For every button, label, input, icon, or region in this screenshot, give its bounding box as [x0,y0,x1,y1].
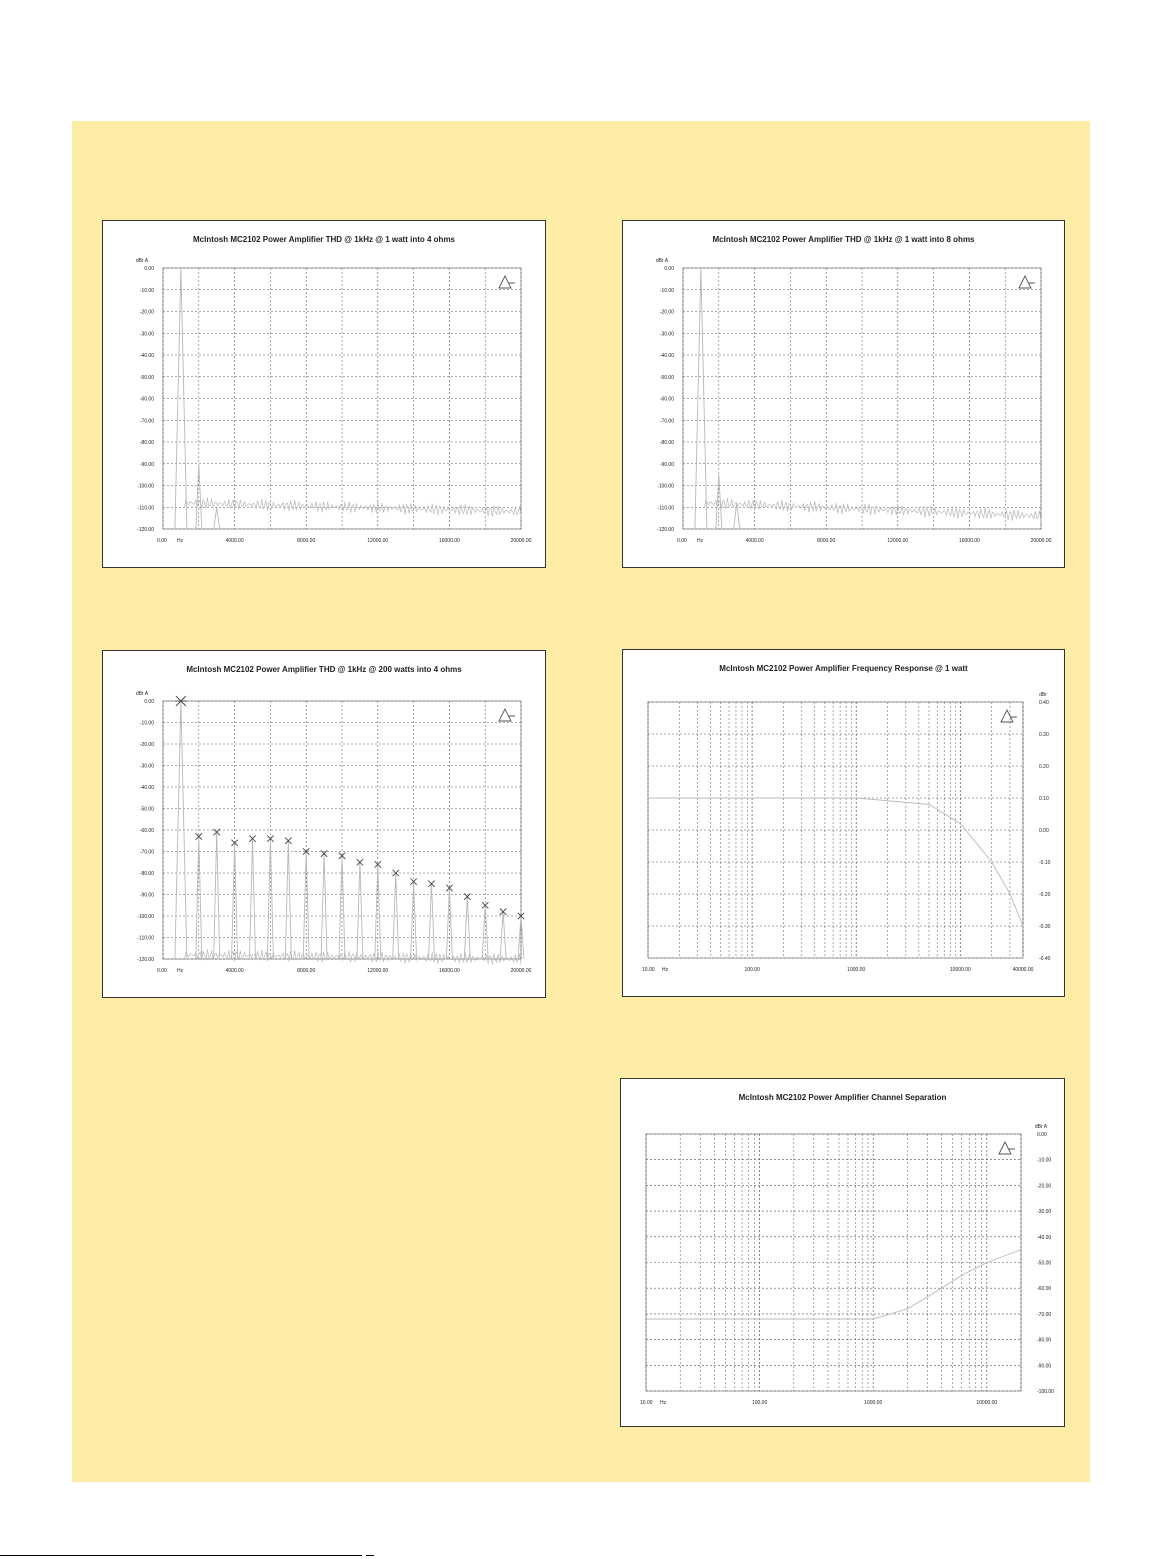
y-tick-label: -30.00 [659,331,674,338]
y-tick-label: 0.00 [144,699,154,705]
y-tick-label: -10.00 [139,720,154,727]
x-unit-label: Hz [697,538,704,544]
y-tick-label: -30.00 [139,763,154,770]
x-tick-label: 16000.00 [438,968,460,974]
y-tick-label: -70.00 [1037,1311,1052,1318]
y-unit-label: dBr A [135,691,149,697]
y-tick-label: -80.00 [659,440,674,446]
y-tick-label: -50.00 [139,806,154,813]
y-tick-label: -0.10 [1039,860,1051,866]
noise-floor-trace [705,498,1042,522]
y-tick-label: -40.00 [139,785,154,791]
x-tick-label: 12000.00 [367,538,389,544]
y-tick-label: -100.00 [137,483,154,490]
y-tick-label: -20.00 [139,309,154,316]
x-tick-label: 10000.00 [976,1400,998,1406]
chart-title: McIntosh MC2102 Power Amplifier THD @ 1kHz @ 1 watt into 8 ohms [712,235,975,244]
x-tick-label: 10.00 [642,967,655,973]
spectral-peak [446,888,452,959]
chart-svg-thd-1w-8ohm [623,221,1064,567]
spectral-peak [464,897,470,959]
y-tick-label: -10.00 [1037,1157,1052,1164]
chart-thd-1w-8ohm [622,220,1065,568]
x-unit-label: Hz [662,967,669,973]
y-tick-label: 0.20 [1039,764,1049,770]
y-tick-label: 0.00 [144,266,154,272]
ap-logo-icon [1001,710,1017,722]
x-tick-label: 10.00 [640,1400,653,1406]
series-line [646,1250,1021,1319]
y-tick-label: -110.00 [657,505,674,512]
x-tick-label: 1000.00 [847,967,866,973]
y-tick-label: -80.00 [139,440,154,446]
y-tick-label: -60.00 [1037,1286,1052,1293]
x-tick-label: 16000.00 [438,538,460,544]
y-tick-label: -20.00 [659,309,674,316]
chart-channel-separation [620,1078,1065,1427]
x-tick-label: 4000.00 [745,538,764,544]
spectral-peak [285,841,291,959]
chart-title: McIntosh MC2102 Power Amplifier Frequency Response @ 1 watt [719,664,968,673]
x-tick-label: 0.00 [157,538,167,544]
spectral-peak [250,839,256,959]
y-tick-label: 0.10 [1039,796,1049,802]
y-unit-label: dBr A [1034,1124,1048,1130]
ap-logo-icon [499,709,515,721]
y-tick-label: -10.00 [139,287,154,294]
y-tick-label: -80.00 [139,871,154,877]
chart-thd-200w-4ohm [102,650,546,998]
y-tick-label: -60.00 [139,828,154,834]
spectral-peak [214,832,220,959]
ap-logo-icon [499,276,515,288]
y-tick-label: -0.30 [1039,924,1051,930]
x-tick-label: 20000.00 [1030,538,1052,544]
y-tick-label: -100.00 [137,914,154,920]
y-tick-label: 0.00 [1039,828,1049,834]
y-tick-label: -120.00 [657,527,674,533]
chart-title: McIntosh MC2102 Power Amplifier Channel Separation [738,1093,947,1102]
y-tick-label: -70.00 [139,849,154,856]
chart-svg-frequency-response [623,650,1064,996]
y-tick-label: -20.00 [1037,1183,1052,1190]
x-tick-label: 4000.00 [225,968,244,974]
y-unit-label: dBr A [655,258,669,264]
y-tick-label: -120.00 [137,957,154,963]
y-tick-label: -110.00 [137,505,154,512]
spectral-peak [214,507,220,529]
x-tick-label: 100.00 [751,1400,768,1406]
x-tick-label: 100.00 [744,967,760,973]
y-tick-label: -90.00 [139,892,154,899]
chart-title: McIntosh MC2102 Power Amplifier THD @ 1kHz @ 1 watt into 4 ohms [192,235,456,244]
y-tick-label: -0.20 [1039,892,1051,898]
chart-frequency-response [622,649,1065,997]
x-unit-label: Hz [177,968,184,974]
y-tick-label: -70.00 [659,418,674,425]
x-unit-label: Hz [660,1400,667,1406]
y-tick-label: -70.00 [139,418,154,425]
spectral-peak [321,854,327,959]
x-tick-label: 8000.00 [297,968,316,974]
y-tick-label: -90.00 [1037,1363,1052,1370]
spectral-peak [357,862,363,959]
spectral-peak [734,503,740,529]
spectral-peak [500,912,506,959]
x-tick-label: 40000.00 [1012,967,1034,973]
x-tick-label: 10000.00 [949,967,971,973]
y-tick-label: 0.00 [1037,1132,1047,1138]
x-tick-label: 0.00 [677,538,687,544]
x-tick-label: 8000.00 [297,538,316,544]
y-tick-label: -50.00 [139,374,154,381]
y-tick-label: -40.00 [139,353,154,359]
y-tick-label: -0.40 [1039,956,1051,962]
spectral-peak [375,864,381,959]
x-tick-label: 0.00 [157,968,167,974]
x-tick-label: 20000.00 [510,968,532,974]
x-tick-label: 8000.00 [817,538,836,544]
spectral-peak [339,856,345,959]
x-tick-label: 4000.00 [225,538,244,544]
spectral-peak [411,882,417,959]
y-tick-label: 0.00 [664,266,674,272]
y-tick-label: -120.00 [137,527,154,533]
x-unit-label: Hz [177,538,184,544]
y-tick-label: -20.00 [139,742,154,748]
y-tick-label: -30.00 [1037,1209,1052,1216]
ap-logo-icon [1019,276,1035,288]
y-unit-label: dBr [1039,692,1047,698]
ap-logo-icon [999,1142,1015,1154]
chart-title: McIntosh MC2102 Power Amplifier THD @ 1kHz @ 200 watts into 4 ohms [186,665,462,674]
y-tick-label: -60.00 [139,396,154,403]
chart-svg-thd-200w-4ohm [103,651,545,997]
y-tick-label: -80.00 [1037,1337,1052,1344]
y-tick-label: -50.00 [1037,1260,1052,1267]
y-tick-label: -100.00 [657,483,674,490]
chart-thd-1w-4ohm [102,220,546,568]
y-tick-label: -50.00 [659,374,674,381]
y-tick-label: -110.00 [137,935,154,942]
y-tick-label: 0.30 [1039,732,1049,738]
x-tick-label: 16000.00 [958,538,980,544]
y-tick-label: -90.00 [139,461,154,468]
y-tick-label: -90.00 [659,461,674,468]
y-tick-label: -10.00 [659,287,674,294]
x-tick-label: 1000.00 [864,1400,883,1406]
x-tick-label: 20000.00 [510,538,532,544]
y-tick-label: -30.00 [139,331,154,338]
y-unit-label: dBr A [135,258,149,264]
y-tick-label: -40.00 [659,353,674,359]
y-tick-label: -40.00 [1037,1234,1052,1241]
x-tick-label: 12000.00 [887,538,909,544]
chart-svg-thd-1w-4ohm [103,221,545,567]
y-tick-label: -100.00 [1037,1389,1054,1395]
y-tick-label: -60.00 [659,396,674,403]
spectral-peak [429,884,435,959]
footer-rule [0,1555,362,1556]
chart-svg-channel-separation [621,1079,1064,1426]
footer-tick [366,1555,374,1556]
x-tick-label: 12000.00 [367,968,389,974]
y-tick-label: 0.40 [1039,700,1049,706]
